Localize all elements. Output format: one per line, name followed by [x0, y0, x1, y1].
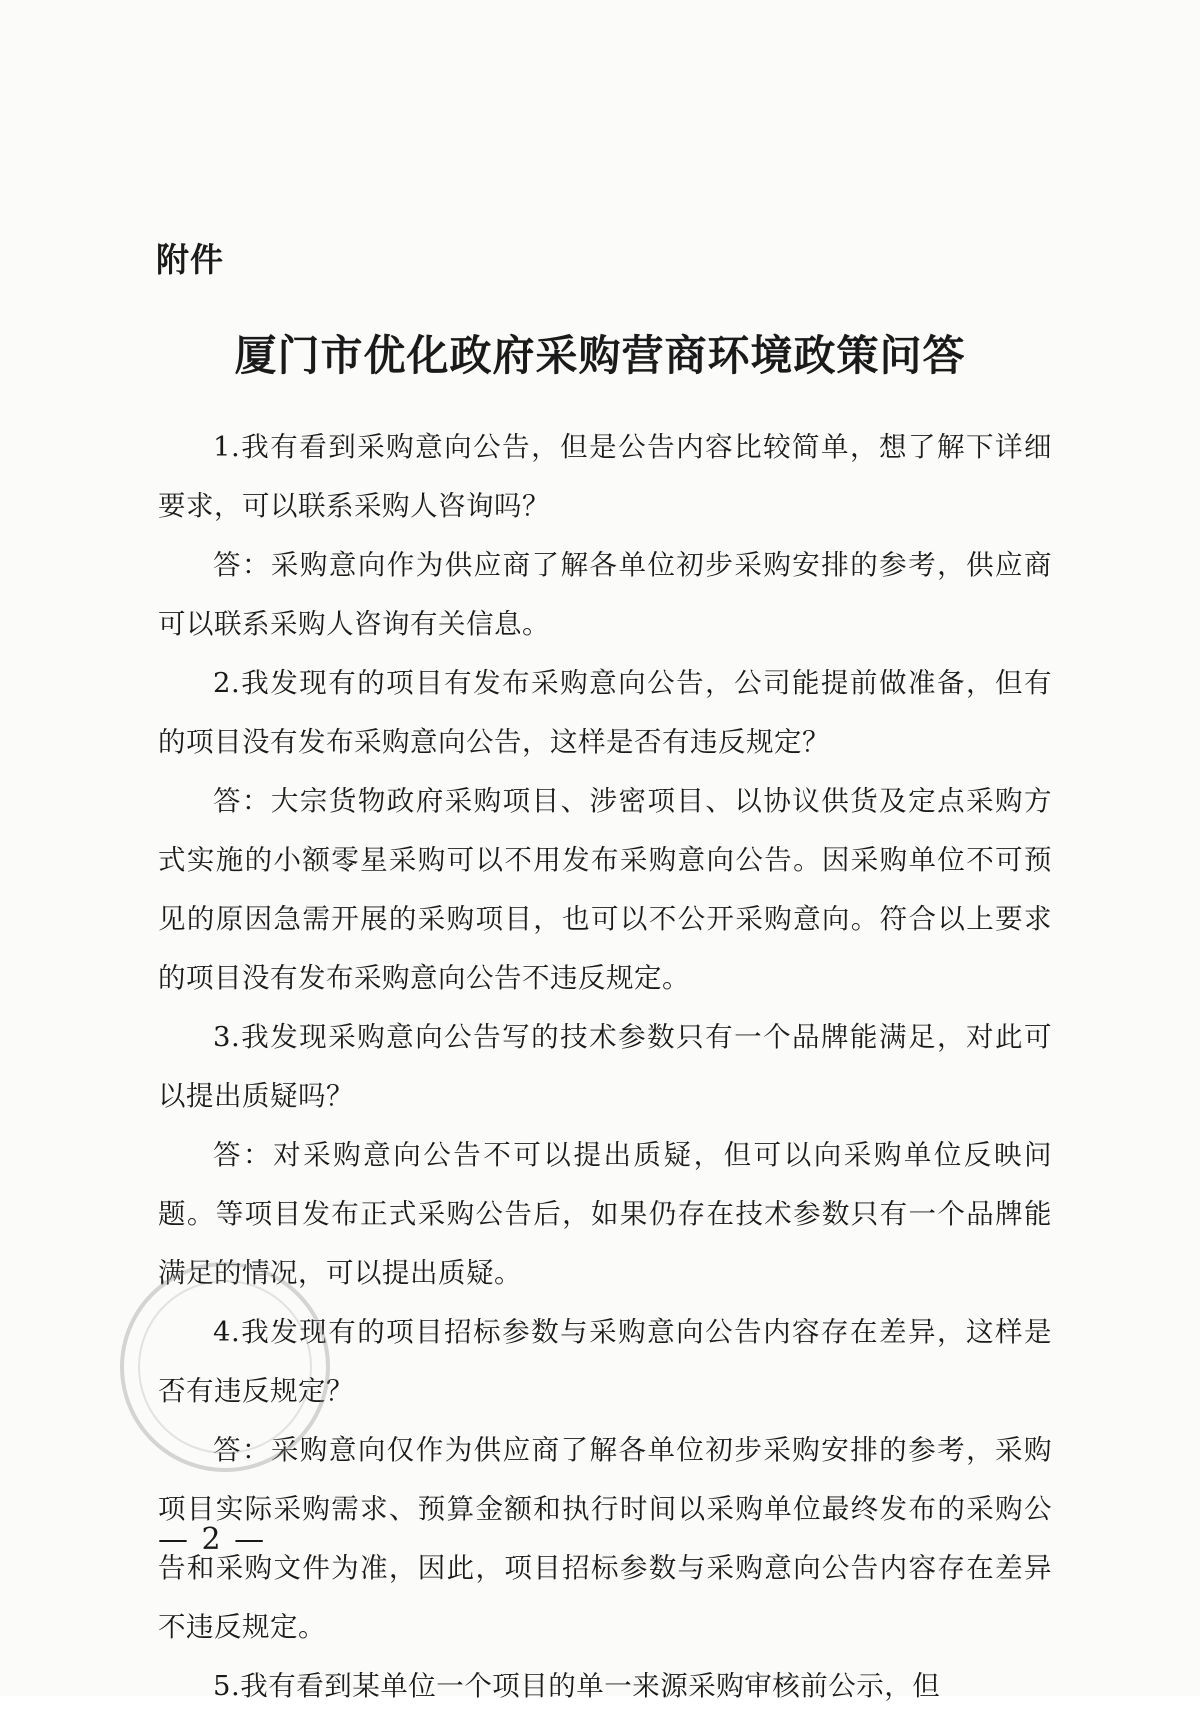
document-body [158, 418, 1052, 1716]
attachment-label: 附件 [156, 240, 224, 279]
question-2: 2.我发现有的项目有发布采购意向公告，公司能提前做准备，但有的项目没有发布采购意向公告，这样是否有违反规定？ [158, 667, 1052, 758]
page-number: — 2 — [158, 1522, 267, 1557]
question-5: 5.我有看到某单位一个项目的单一来源采购审核前公示，但 [213, 1670, 941, 1702]
question-3: 3.我发现采购意向公告写的技术参数只有一个品牌能满足，对此可以提出质疑吗？ [158, 1021, 1052, 1112]
answer-4: 答：采购意向仅作为供应商了解各单位初步采购安排的参考，采购项目实际采购需求、预算金额和执行时间以采购单位最终发布的采购公告和采购文件为准，因此，项目招标参数与采购意向公告内容存在差异不违反规定。 [158, 1434, 1052, 1643]
answer-2: 答：大宗货物政府采购项目、涉密项目、以协议供货及定点采购方式实施的小额零星采购可以不用发布采购意向公告。因采购单位不可预见的原因急需开展的采购项目，也可以不公开采购意向。符合以上要求的项目没有发布采购意向公告不违反规定。 [158, 785, 1052, 994]
page-title: 厦门市优化政府采购营商环境政策问答 [234, 331, 966, 380]
question-1: 1.我有看到采购意向公告，但是公告内容比较简单，想了解下详细要求，可以联系采购人咨询吗？ [158, 431, 1052, 522]
question-4: 4.我发现有的项目招标参数与采购意向公告内容存在差异，这样是否有违反规定？ [158, 1316, 1052, 1407]
answer-3: 答：对采购意向公告不可以提出质疑，但可以向采购单位反映问题。等项目发布正式采购公告后，如果仍存在技术参数只有一个品牌能满足的情况，可以提出质疑。 [158, 1139, 1052, 1289]
answer-1: 答：采购意向作为供应商了解各单位初步采购安排的参考，供应商可以联系采购人咨询有关信息。 [158, 549, 1052, 640]
